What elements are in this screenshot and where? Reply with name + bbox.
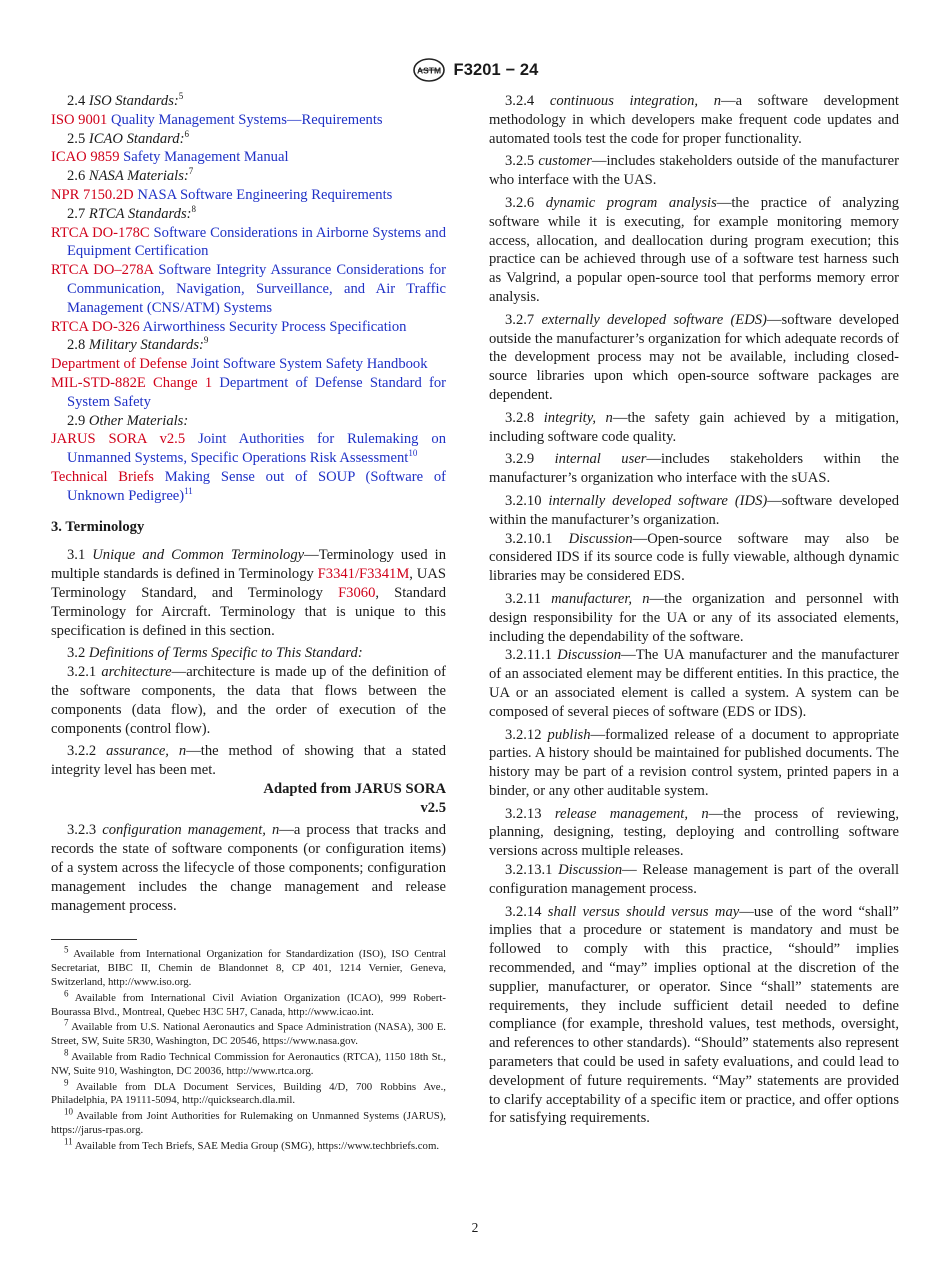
- definition-3-2-14: 3.2.14 shall versus should versus may—use of the word “shall” implies that a procedure or statement is mandatory and must be followed to comply with this practice, “should” implies recommended, and “may” implies optional at the discretion of the supplier, manufacturer, or operator. Since “shall” statements are requirements, they include sufficient detail needed to define compliance (for example, threshold values, test methods, oversight, and references to other standards). “Should” statements also represent parameters that could be used in safety evaluations, and could lead to development of future requirements. “May” statements are provided to clarify acceptability of a specific item or practice, and offer options for satisfying requirements.: [489, 903, 900, 1127]
- definition-3-2-5: 3.2.5 customer—includes stakeholders outside of the manufacturer who interface with the UAS.: [489, 153, 899, 189]
- section-2-5: 2.5 ICAO Standard:$^6$: [67, 128, 189, 147]
- definition-3-2-12: 3.2.12 publish—formalized release of a document to appropriate parties. A history should be maintained for published documents. The history may be part of a revision control system, printed papers in a binder, or any other auditable system.: [489, 726, 899, 799]
- reference-do-178c[interactable]: RTCA DO-178C Software Considerations in Airborne Systems and Equipment Certification: [51, 224, 447, 260]
- footnote-8: $^8$ Available from Radio Technical Commission for Aeronautics (RTCA), 1150 18th St., NW, Suite 910, Washington, DC 20036, http://www.rtca.org.: [51, 1047, 446, 1077]
- definition-3-2-13: 3.2.13 release management, n—the process of reviewing, planning, designing, testing, deploying and controlling software versions across multiple releases.: [489, 805, 899, 860]
- footnote-10: $^{10}$ Available from Joint Authorities for Rulemaking on Unmanned Systems (JARUS), https://jarus-rpas.org.: [51, 1106, 447, 1137]
- definition-3-2-4: 3.2.4 continuous integration, n—a software development methodology in which developers make frequent code updates and automated tools test the code for proper functionality.: [489, 93, 899, 147]
- definition-3-2-7: 3.2.7 externally developed software (EDS)—software developed outside the manufacturer’s organization for which adequate records of the development process may not be available, including closed-source libraries upon which open-source software packages are dependent.: [489, 311, 899, 403]
- section-2-6: 2.6 NASA Materials:$^7$: [67, 166, 194, 185]
- section-heading-terminology: 3. Terminology: [51, 518, 145, 535]
- section-2-4: 2.4 ISO Standards:$^5$: [67, 91, 184, 109]
- definition-3-2-11: 3.2.11 manufacturer, n—the organization and personnel with design responsibility for the UA or any of its associated elements, including the dependability of the software.: [489, 590, 899, 645]
- link-f3341[interactable]: F3341/F3341M: [317, 566, 410, 583]
- right-column: [489, 92, 899, 1132]
- definition-3-2-8: 3.2.8 integrity, n—the safety gain achieved by a mitigation, including software code quality.: [489, 409, 899, 445]
- reference-iso-9001[interactable]: ISO 9001 Quality Management Systems—Requirements: [51, 111, 383, 128]
- footnote-7: $^7$ Available from U.S. National Aeronautics and Space Administration (NASA), 300 E. Street, SW, Suite 5R30, Washington, DC 20546, https://www.nasa.gov.: [51, 1017, 446, 1048]
- definition-3-2-10-1: 3.2.10.1 Discussion—Open-source software may also be considered IDS if its source code is fully viewable, although dynamic libraries may be considered EDS.: [489, 530, 899, 585]
- paragraph-3-2: 3.2 Definitions of Terms Specific to This Standard:: [67, 645, 363, 662]
- reference-npr-7150[interactable]: NPR 7150.2D NASA Software Engineering Requirements: [51, 186, 393, 203]
- reference-do-278a[interactable]: RTCA DO–278A Software Integrity Assurance Considerations for Communication, Navigation, Surveillance, and Air Traffic Management (CNS/ATM) Systems: [51, 262, 447, 316]
- reference-do-326[interactable]: RTCA DO-326 Airworthiness Security Process Specification: [51, 318, 407, 335]
- definition-3-2-1: 3.2.1 architecture—architecture is made up of the definition of the software components, the data that flows between the components (data flow), and the order of execution of the components (control flow).: [51, 664, 446, 737]
- svg-text:ASTM: ASTM: [416, 65, 441, 76]
- astm-logo-icon: [412, 58, 446, 82]
- reference-jarus-sora[interactable]: JARUS SORA v2.5 Joint Authorities for Rulemaking on Unmanned Systems, Specific Operations Risk Assessment$^{10}$: [51, 431, 446, 467]
- definition-3-2-13-1: 3.2.13.1 Discussion— Release management is part of the overall configuration management process.: [489, 862, 899, 897]
- footnote-11: $^{11}$ Available from Tech Briefs, SAE Media Group (SMG), https://www.techbriefs.com.: [64, 1136, 440, 1152]
- reference-dod-handbook[interactable]: Department of Defense Joint Software System Safety Handbook: [51, 356, 428, 373]
- section-2-7: 2.7 RTCA Standards:$^8$: [67, 203, 196, 222]
- standard-number: F3201 − 24: [453, 60, 539, 79]
- link-f3060[interactable]: F3060: [338, 584, 376, 601]
- reference-technical-briefs[interactable]: Technical Briefs Making Sense out of SOUP (Software of Unknown Pedigree)$^{11}$: [51, 468, 446, 504]
- definition-3-2-9: 3.2.9 internal user—includes stakeholders within the manufacturer’s organization who interface with the sUAS.: [489, 451, 899, 487]
- adapted-from-note: Adapted from JARUS SORA v2.5: [263, 780, 446, 816]
- section-2-8: 2.8 Military Standards:$^9$: [67, 335, 209, 354]
- left-column: [51, 92, 446, 1156]
- definition-3-2-10: 3.2.10 internally developed software (IDS)—software developed within the manufacturer’s organization.: [489, 492, 899, 528]
- footnote-5: $^5$ Available from International Organization for Standardization (ISO), ISO Central Secretariat, BIBC II, Chemin de Blandonnet 8, CP 401, 1214 Vernier, Geneva, Switzerland, http://www.iso.org.: [51, 944, 446, 989]
- section-2-9: 2.9 Other Materials:: [67, 412, 189, 429]
- definition-3-2-3: 3.2.3 configuration management, n—a process that tracks and records the state of software components (or configuration items) of a system across the lifecycle of those components; configuration management includes the change management and release management process.: [51, 822, 446, 914]
- reference-icao-9859[interactable]: ICAO 9859 Safety Management Manual: [51, 149, 289, 166]
- definition-3-2-6: 3.2.6 dynamic program analysis—the practice of analyzing software while it is executing, for example monitoring memory access, allocation, and deallocation during program execution; this practice can be achieved through use of a software test harness such as Valgrind, a popular open-source tool that performs memory error analysis.: [489, 194, 899, 305]
- page-header: [0, 58, 950, 82]
- footnote-divider: [51, 939, 137, 940]
- footnote-9: $^9$ Available from DLA Document Services, Building 4/D, 700 Robbins Ave., Philadelphia, PA 19111-5094, http://quicksearch.dla.mil.: [51, 1077, 446, 1107]
- footnotes: [51, 944, 447, 1153]
- definition-3-2-11-1: 3.2.11.1 Discussion—The UA manufacturer and the manufacturer of an associated element may be different entities. In this practice, the UA or an associated element is called a system. A system can be composed of several pieces of software (EDS or IDS).: [489, 647, 899, 720]
- paragraph-3-1: 3.1 Unique and Common Terminology—Terminology used in multiple standards is defined in Terminology F3341/F3341M, UAS Terminology Standard, and Terminology F3060, Standard Terminology for Aircraft. Terminology that is unique to this specification is defined in this section.: [51, 547, 447, 639]
- definition-3-2-2: 3.2.2 assurance, n—the method of showing that a stated integrity level has been met.: [51, 743, 446, 779]
- reference-mil-std-882e[interactable]: MIL-STD-882E Change 1 Department of Defense Standard for System Safety: [51, 374, 446, 410]
- footnote-6: $^6$ Available from International Civil Aviation Organization (ICAO), 999 Robert-Bourassa Blvd., Montreal, Quebec H3C 5H7, Canada, http://www.icao.int.: [51, 988, 446, 1018]
- page-number: 2: [471, 1220, 479, 1235]
